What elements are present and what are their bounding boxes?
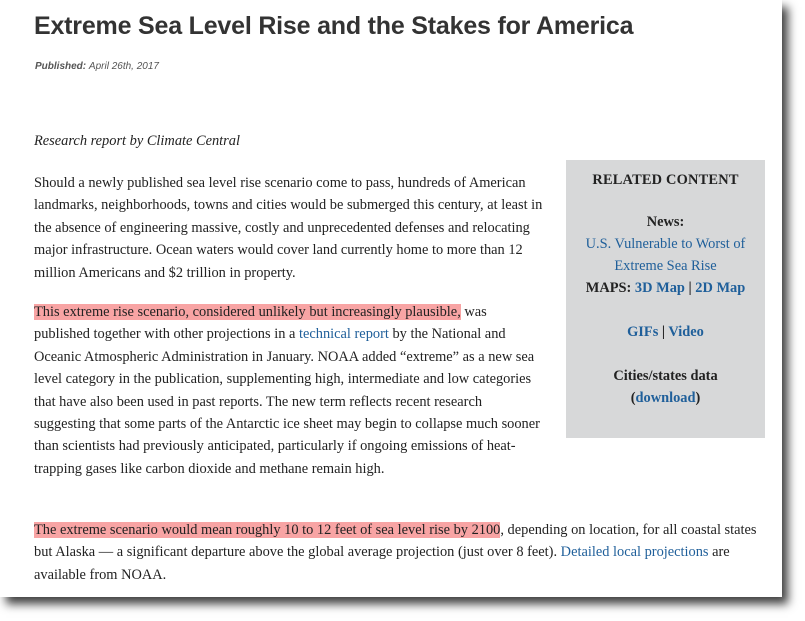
sidebar-maps: [566, 277, 765, 299]
paragraph-text: was published together with other projections in a: [34, 304, 487, 343]
paragraph-text: by the National and Oceanic Atmospheric Administration in January. NOAA added “extreme” as a new sea level category in the publication, supplementing high, intermediate and low categories that have also been used in past reports. The new term reflects recent research suggesting that some parts of the Antarctic ice sheet may begin to collapse much sooner than scientists had previously anticipated, particularly if ongoing emissions of heat-trapping gases like carbon dioxide and methane remain high.: [34, 326, 540, 477]
page-title: Extreme Sea Level Rise and the Stakes for America: [34, 12, 634, 40]
download-link[interactable]: download: [635, 390, 696, 406]
related-content-sidebar: [566, 160, 765, 438]
paragraph-3: [34, 519, 764, 586]
video-link[interactable]: Video: [668, 324, 704, 340]
sidebar-news: [566, 211, 765, 277]
paragraph-2: [34, 301, 544, 480]
separator: |: [661, 324, 666, 340]
paren-close: ): [695, 390, 701, 406]
map-2d-link[interactable]: 2D Map: [695, 280, 746, 296]
technical-report-link[interactable]: technical report: [298, 326, 389, 343]
news-label: News:: [646, 214, 685, 230]
paragraph-text: , depending on location, for all coastal states but Alaska — a significant departure above the global average projection (just over 8 feet).: [34, 522, 757, 561]
sidebar-heading: RELATED CONTENT: [592, 172, 739, 188]
local-projections-link[interactable]: Detailed local projections: [560, 544, 709, 561]
publish-info: [35, 61, 159, 72]
highlighted-text: The extreme scenario would mean roughly 10 to 12 feet of sea level rise by 2100: [34, 522, 501, 538]
data-label: Cities/states data: [613, 368, 718, 384]
sidebar-data: [566, 365, 765, 409]
news-link[interactable]: U.S. Vulnerable to Worst of Extreme Sea Rise: [585, 236, 746, 274]
sidebar-media: [566, 321, 765, 343]
published-label: Published:: [35, 61, 87, 72]
paragraph-1: Should a newly published sea level rise scenario come to pass, hundreds of American landmarks, neighborhoods, towns and cities would be submerged this century, at least in the absence of engineering massive, costly and unprecedented defenses and relocating major infrastructure. Ocean waters would cover land currently home to more than 12 million Americans and $2 trillion in property.: [34, 175, 543, 281]
article-subtitle: Research report by Climate Central: [34, 133, 240, 149]
map-3d-link[interactable]: 3D Map: [634, 280, 685, 296]
published-date: April 26th, 2017: [88, 61, 159, 72]
download-row: [566, 387, 765, 409]
paragraph-text: are available from NOAA.: [34, 544, 730, 583]
paren-open: (: [630, 390, 636, 406]
separator: |: [688, 280, 692, 296]
gifs-link[interactable]: GIFs: [627, 324, 659, 340]
highlighted-text: This extreme rise scenario, considered unlikely but increasingly plausible,: [34, 304, 461, 320]
maps-label: MAPS:: [585, 280, 632, 296]
